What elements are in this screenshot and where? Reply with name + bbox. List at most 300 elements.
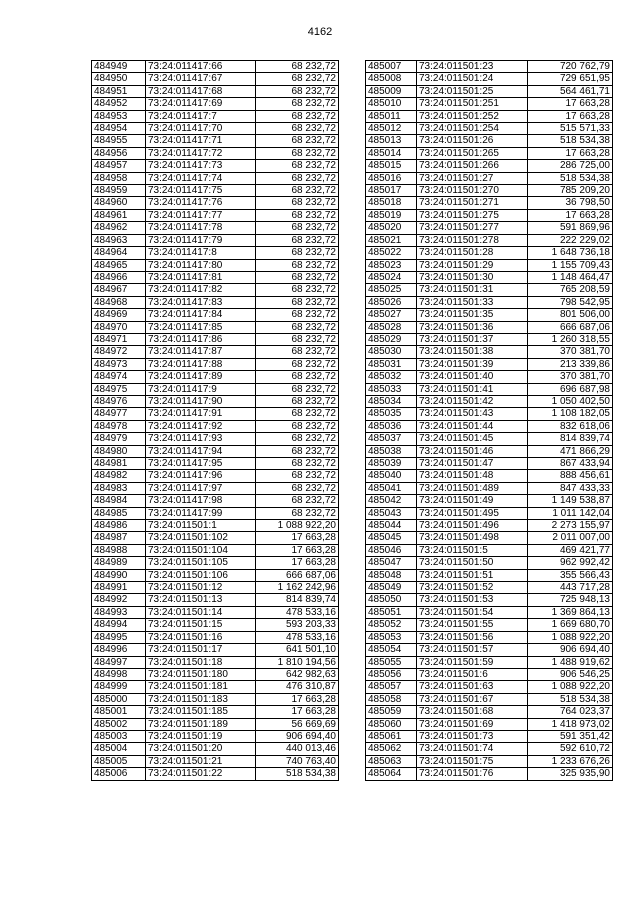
row-number: 485013 — [366, 135, 417, 147]
table-row — [92, 147, 339, 159]
cadastral-number: 73:24:011501:105 — [146, 557, 256, 569]
row-number: 485021 — [366, 234, 417, 246]
row-number: 485057 — [366, 681, 417, 693]
row-number: 485033 — [366, 383, 417, 395]
cadastral-value: 68 232,72 — [256, 110, 339, 122]
row-number: 484959 — [92, 185, 146, 197]
row-number: 485046 — [366, 544, 417, 556]
table-row — [366, 408, 613, 420]
table-row — [366, 61, 613, 73]
cadastral-value: 814 839,74 — [256, 594, 339, 606]
table-row — [92, 160, 339, 172]
cadastral-number: 73:24:011417:91 — [146, 408, 256, 420]
cadastral-number: 73:24:011501:275 — [417, 209, 528, 221]
cadastral-value: 68 232,72 — [256, 209, 339, 221]
table-row — [366, 768, 613, 780]
row-number: 484961 — [92, 209, 146, 221]
row-number: 484972 — [92, 346, 146, 358]
table-row — [366, 668, 613, 680]
cadastral-value: 1 149 538,87 — [528, 495, 613, 507]
row-number: 485063 — [366, 755, 417, 767]
cadastral-value: 68 232,72 — [256, 371, 339, 383]
cadastral-number: 73:24:011501:73 — [417, 730, 528, 742]
cadastral-value: 68 232,72 — [256, 135, 339, 147]
row-number: 484962 — [92, 222, 146, 234]
row-number: 485007 — [366, 61, 417, 73]
table-row — [92, 408, 339, 420]
cadastral-number: 73:24:011501:5 — [417, 544, 528, 556]
cadastral-value: 68 232,72 — [256, 247, 339, 259]
table-row — [92, 594, 339, 606]
row-number: 484950 — [92, 73, 146, 85]
row-number: 484954 — [92, 123, 146, 135]
table-row — [366, 755, 613, 767]
cadastral-number: 73:24:011501:270 — [417, 185, 528, 197]
cadastral-value: 68 232,72 — [256, 358, 339, 370]
cadastral-value: 1 418 973,02 — [528, 718, 613, 730]
cadastral-value: 68 232,72 — [256, 507, 339, 519]
cadastral-value: 888 456,61 — [528, 470, 613, 482]
table-row — [92, 222, 339, 234]
cadastral-value: 68 232,72 — [256, 309, 339, 321]
cadastral-number: 73:24:011417:81 — [146, 271, 256, 283]
cadastral-number: 73:24:011501:489 — [417, 482, 528, 494]
cadastral-number: 73:24:011501:49 — [417, 495, 528, 507]
cadastral-number: 73:24:011417:70 — [146, 123, 256, 135]
register-table-left — [91, 60, 339, 781]
cadastral-number: 73:24:011501:59 — [417, 656, 528, 668]
table-row — [92, 582, 339, 594]
cadastral-number: 73:24:011417:86 — [146, 333, 256, 345]
cadastral-value: 36 798,50 — [528, 197, 613, 209]
row-number: 484965 — [92, 259, 146, 271]
cadastral-number: 73:24:011501:277 — [417, 222, 528, 234]
cadastral-number: 73:24:011501:22 — [146, 768, 256, 780]
cadastral-value: 798 542,95 — [528, 296, 613, 308]
cadastral-number: 73:24:011501:56 — [417, 631, 528, 643]
table-row — [366, 594, 613, 606]
cadastral-number: 73:24:011501:24 — [417, 73, 528, 85]
cadastral-number: 73:24:011417:88 — [146, 358, 256, 370]
cadastral-number: 73:24:011501:31 — [417, 284, 528, 296]
cadastral-number: 73:24:011501:15 — [146, 619, 256, 631]
cadastral-number: 73:24:011501:37 — [417, 333, 528, 345]
cadastral-number: 73:24:011501:278 — [417, 234, 528, 246]
cadastral-number: 73:24:011417:83 — [146, 296, 256, 308]
cadastral-value: 68 232,72 — [256, 284, 339, 296]
row-number: 485039 — [366, 458, 417, 470]
cadastral-value: 68 232,72 — [256, 147, 339, 159]
row-number: 485001 — [92, 706, 146, 718]
cadastral-value: 666 687,06 — [256, 569, 339, 581]
cadastral-number: 73:24:011501:36 — [417, 321, 528, 333]
cadastral-number: 73:24:011501:57 — [417, 644, 528, 656]
table-row — [366, 123, 613, 135]
cadastral-value: 720 762,79 — [528, 61, 613, 73]
cadastral-value: 68 232,72 — [256, 482, 339, 494]
row-number: 484973 — [92, 358, 146, 370]
table-row — [92, 296, 339, 308]
cadastral-number: 73:24:011501:53 — [417, 594, 528, 606]
cadastral-value: 68 232,72 — [256, 458, 339, 470]
table-row — [366, 718, 613, 730]
cadastral-number: 73:24:011501:13 — [146, 594, 256, 606]
table-row — [92, 668, 339, 680]
cadastral-number: 73:24:011501:44 — [417, 420, 528, 432]
row-number: 485008 — [366, 73, 417, 85]
row-number: 485055 — [366, 656, 417, 668]
cadastral-number: 73:24:011417:8 — [146, 247, 256, 259]
cadastral-number: 73:24:011501:14 — [146, 606, 256, 618]
table-row — [366, 309, 613, 321]
table-row — [92, 197, 339, 209]
cadastral-number: 73:24:011501:495 — [417, 507, 528, 519]
cadastral-value: 68 232,72 — [256, 383, 339, 395]
row-number: 485024 — [366, 271, 417, 283]
cadastral-value: 370 381,70 — [528, 371, 613, 383]
page-number: 4162 — [307, 26, 333, 38]
row-number: 484955 — [92, 135, 146, 147]
cadastral-value: 1 148 464,47 — [528, 271, 613, 283]
row-number: 485003 — [92, 730, 146, 742]
row-number: 484994 — [92, 619, 146, 631]
cadastral-value: 847 433,33 — [528, 482, 613, 494]
cadastral-value: 469 421,77 — [528, 544, 613, 556]
cadastral-number: 73:24:011501:265 — [417, 147, 528, 159]
row-number: 484996 — [92, 644, 146, 656]
table-row — [366, 98, 613, 110]
row-number: 485010 — [366, 98, 417, 110]
table-row — [92, 209, 339, 221]
cadastral-value: 666 687,06 — [528, 321, 613, 333]
cadastral-value: 518 534,38 — [528, 172, 613, 184]
row-number: 485009 — [366, 85, 417, 97]
row-number: 484982 — [92, 470, 146, 482]
table-row — [92, 123, 339, 135]
cadastral-value: 1 648 736,18 — [528, 247, 613, 259]
cadastral-value: 1 050 402,50 — [528, 395, 613, 407]
cadastral-number: 73:24:011501:39 — [417, 358, 528, 370]
row-number: 484956 — [92, 147, 146, 159]
cadastral-number: 73:24:011501:180 — [146, 668, 256, 680]
row-number: 485049 — [366, 582, 417, 594]
cadastral-value: 68 232,72 — [256, 185, 339, 197]
table-row — [92, 445, 339, 457]
row-number: 485056 — [366, 668, 417, 680]
cadastral-value: 286 725,00 — [528, 160, 613, 172]
table-row — [92, 718, 339, 730]
table-row — [366, 395, 613, 407]
cadastral-number: 73:24:011417:90 — [146, 395, 256, 407]
table-row — [92, 681, 339, 693]
cadastral-value: 1 088 922,20 — [256, 520, 339, 532]
cadastral-number: 73:24:011501:51 — [417, 569, 528, 581]
row-number: 485035 — [366, 408, 417, 420]
table-row — [92, 383, 339, 395]
cadastral-value: 68 232,72 — [256, 445, 339, 457]
row-number: 485015 — [366, 160, 417, 172]
row-number: 485005 — [92, 755, 146, 767]
table-row — [92, 259, 339, 271]
cadastral-value: 592 610,72 — [528, 743, 613, 755]
row-number: 484949 — [92, 61, 146, 73]
row-number: 484998 — [92, 668, 146, 680]
cadastral-value: 68 232,72 — [256, 98, 339, 110]
cadastral-number: 73:24:011501:27 — [417, 172, 528, 184]
cadastral-number: 73:24:011501:16 — [146, 631, 256, 643]
cadastral-number: 73:24:011501:104 — [146, 544, 256, 556]
row-number: 484978 — [92, 420, 146, 432]
cadastral-number: 73:24:011501:29 — [417, 259, 528, 271]
table-row — [366, 222, 613, 234]
table-row — [366, 321, 613, 333]
table-row — [92, 395, 339, 407]
cadastral-value: 68 232,72 — [256, 123, 339, 135]
table-row — [92, 644, 339, 656]
cadastral-number: 73:24:011501:50 — [417, 557, 528, 569]
table-row — [92, 420, 339, 432]
cadastral-number: 73:24:011417:69 — [146, 98, 256, 110]
cadastral-number: 73:24:011501:266 — [417, 160, 528, 172]
row-number: 485053 — [366, 631, 417, 643]
cadastral-value: 68 232,72 — [256, 346, 339, 358]
table-right-body — [366, 61, 613, 781]
cadastral-value: 17 663,28 — [528, 209, 613, 221]
row-number: 484999 — [92, 681, 146, 693]
table-row — [366, 172, 613, 184]
table-row — [366, 644, 613, 656]
row-number: 484988 — [92, 544, 146, 556]
table-row — [366, 234, 613, 246]
cadastral-value: 68 232,72 — [256, 408, 339, 420]
table-row — [92, 557, 339, 569]
row-number: 485002 — [92, 718, 146, 730]
row-number: 484981 — [92, 458, 146, 470]
cadastral-value: 1 669 680,70 — [528, 619, 613, 631]
cadastral-number: 73:24:011501:38 — [417, 346, 528, 358]
row-number: 485016 — [366, 172, 417, 184]
table-row — [92, 470, 339, 482]
row-number: 485050 — [366, 594, 417, 606]
cadastral-value: 325 935,90 — [528, 768, 613, 780]
cadastral-value: 642 982,63 — [256, 668, 339, 680]
row-number: 484952 — [92, 98, 146, 110]
cadastral-number: 73:24:011417:84 — [146, 309, 256, 321]
cadastral-value: 906 546,25 — [528, 668, 613, 680]
cadastral-value: 962 992,42 — [528, 557, 613, 569]
cadastral-value: 785 209,20 — [528, 185, 613, 197]
table-row — [92, 61, 339, 73]
table-row — [92, 433, 339, 445]
table-row — [92, 110, 339, 122]
table-row — [92, 544, 339, 556]
cadastral-number: 73:24:011417:75 — [146, 185, 256, 197]
row-number: 485030 — [366, 346, 417, 358]
cadastral-value: 1 108 182,05 — [528, 408, 613, 420]
row-number: 484963 — [92, 234, 146, 246]
cadastral-number: 73:24:011501:63 — [417, 681, 528, 693]
cadastral-value: 518 534,38 — [528, 693, 613, 705]
cadastral-value: 1 233 676,26 — [528, 755, 613, 767]
row-number: 485004 — [92, 743, 146, 755]
cadastral-number: 73:24:011501:47 — [417, 458, 528, 470]
row-number: 484989 — [92, 557, 146, 569]
cadastral-number: 73:24:011501:67 — [417, 693, 528, 705]
row-number: 485051 — [366, 606, 417, 618]
row-number: 485045 — [366, 532, 417, 544]
table-row — [366, 247, 613, 259]
table-row — [92, 507, 339, 519]
cadastral-value: 1 162 242,96 — [256, 582, 339, 594]
cadastral-value: 68 232,72 — [256, 271, 339, 283]
cadastral-value: 68 232,72 — [256, 333, 339, 345]
cadastral-value: 370 381,70 — [528, 346, 613, 358]
table-row — [92, 743, 339, 755]
table-row — [92, 358, 339, 370]
row-number: 484991 — [92, 582, 146, 594]
cadastral-number: 73:24:011417:80 — [146, 259, 256, 271]
table-row — [366, 619, 613, 631]
cadastral-number: 73:24:011501:68 — [417, 706, 528, 718]
row-number: 485023 — [366, 259, 417, 271]
row-number: 484957 — [92, 160, 146, 172]
row-number: 485064 — [366, 768, 417, 780]
cadastral-number: 73:24:011501:55 — [417, 619, 528, 631]
table-row — [92, 458, 339, 470]
table-row — [366, 693, 613, 705]
row-number: 485038 — [366, 445, 417, 457]
cadastral-value: 641 501,10 — [256, 644, 339, 656]
row-number: 484986 — [92, 520, 146, 532]
row-number: 484971 — [92, 333, 146, 345]
table-row — [92, 247, 339, 259]
cadastral-value: 740 763,40 — [256, 755, 339, 767]
cadastral-value: 68 232,72 — [256, 222, 339, 234]
row-number: 484993 — [92, 606, 146, 618]
cadastral-number: 73:24:011417:76 — [146, 197, 256, 209]
row-number: 484990 — [92, 569, 146, 581]
cadastral-number: 73:24:011501:181 — [146, 681, 256, 693]
table-row — [366, 706, 613, 718]
cadastral-number: 73:24:011501:6 — [417, 668, 528, 680]
table-row — [92, 371, 339, 383]
row-number: 485028 — [366, 321, 417, 333]
cadastral-value: 1 088 922,20 — [528, 681, 613, 693]
table-row — [92, 569, 339, 581]
table-row — [366, 606, 613, 618]
table-row — [92, 606, 339, 618]
cadastral-value: 443 717,28 — [528, 582, 613, 594]
cadastral-value: 17 663,28 — [528, 147, 613, 159]
table-row — [366, 85, 613, 97]
row-number: 484953 — [92, 110, 146, 122]
cadastral-number: 73:24:011501:1 — [146, 520, 256, 532]
table-row — [366, 656, 613, 668]
row-number: 484984 — [92, 495, 146, 507]
table-row — [92, 284, 339, 296]
row-number: 484977 — [92, 408, 146, 420]
cadastral-number: 73:24:011417:96 — [146, 470, 256, 482]
cadastral-value: 906 694,40 — [528, 644, 613, 656]
cadastral-value: 591 869,96 — [528, 222, 613, 234]
table-row — [92, 185, 339, 197]
cadastral-value: 56 669,69 — [256, 718, 339, 730]
table-row — [366, 730, 613, 742]
table-row — [366, 73, 613, 85]
cadastral-number: 73:24:011501:75 — [417, 755, 528, 767]
table-row — [92, 693, 339, 705]
cadastral-number: 73:24:011501:26 — [417, 135, 528, 147]
table-row — [366, 532, 613, 544]
cadastral-value: 801 506,00 — [528, 309, 613, 321]
cadastral-value: 2 011 007,00 — [528, 532, 613, 544]
cadastral-value: 564 461,71 — [528, 85, 613, 97]
row-number: 485014 — [366, 147, 417, 159]
row-number: 485025 — [366, 284, 417, 296]
table-row — [366, 445, 613, 457]
row-number: 485054 — [366, 644, 417, 656]
table-row — [366, 259, 613, 271]
table-row — [366, 284, 613, 296]
cadastral-value: 17 663,28 — [256, 706, 339, 718]
row-number: 485048 — [366, 569, 417, 581]
table-row — [366, 110, 613, 122]
row-number: 485052 — [366, 619, 417, 631]
row-number: 485061 — [366, 730, 417, 742]
cadastral-number: 73:24:011501:102 — [146, 532, 256, 544]
cadastral-value: 68 232,72 — [256, 160, 339, 172]
row-number: 485006 — [92, 768, 146, 780]
table-row — [92, 768, 339, 780]
row-number: 485032 — [366, 371, 417, 383]
cadastral-number: 73:24:011501:54 — [417, 606, 528, 618]
cadastral-number: 73:24:011501:19 — [146, 730, 256, 742]
table-row — [366, 358, 613, 370]
row-number: 485011 — [366, 110, 417, 122]
table-row — [92, 755, 339, 767]
row-number: 485034 — [366, 395, 417, 407]
row-number: 485000 — [92, 693, 146, 705]
table-row — [366, 135, 613, 147]
cadastral-value: 867 433,94 — [528, 458, 613, 470]
cadastral-number: 73:24:011417:89 — [146, 371, 256, 383]
cadastral-value: 68 232,72 — [256, 296, 339, 308]
table-row — [92, 135, 339, 147]
row-number: 485022 — [366, 247, 417, 259]
row-number: 485018 — [366, 197, 417, 209]
table-row — [92, 85, 339, 97]
cadastral-value: 478 533,16 — [256, 606, 339, 618]
cadastral-number: 73:24:011417:73 — [146, 160, 256, 172]
cadastral-value: 68 232,72 — [256, 259, 339, 271]
cadastral-number: 73:24:011417:7 — [146, 110, 256, 122]
cadastral-number: 73:24:011417:77 — [146, 209, 256, 221]
table-row — [366, 333, 613, 345]
cadastral-value: 68 232,72 — [256, 433, 339, 445]
row-number: 485044 — [366, 520, 417, 532]
cadastral-number: 73:24:011501:40 — [417, 371, 528, 383]
cadastral-number: 73:24:011501:496 — [417, 520, 528, 532]
cadastral-value: 725 948,13 — [528, 594, 613, 606]
cadastral-value: 68 232,72 — [256, 172, 339, 184]
table-row — [92, 321, 339, 333]
table-row — [366, 743, 613, 755]
row-number: 485058 — [366, 693, 417, 705]
cadastral-number: 73:24:011501:74 — [417, 743, 528, 755]
row-number: 484964 — [92, 247, 146, 259]
cadastral-value: 518 534,38 — [528, 135, 613, 147]
table-row — [92, 495, 339, 507]
